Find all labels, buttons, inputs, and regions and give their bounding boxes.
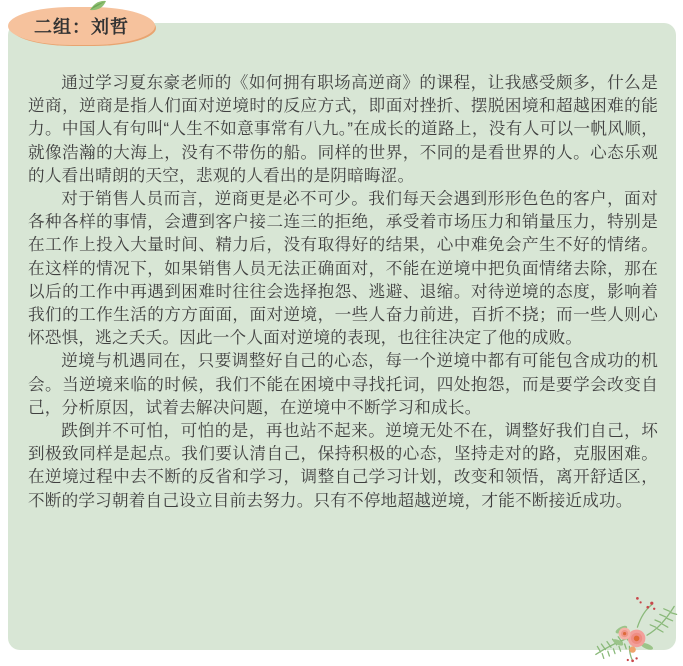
- group-author-badge: [8, 7, 155, 45]
- paragraph-2: 对于销售人员而言，逆商更是必不可少。我们每天会遇到形形色色的客户，面对各种各样的事情，会遭到客户接二连三的拒绝，承受着市场压力和销量压力，特别是在工作上投入大量时间、精力后，没有取得好的结果，心中难免会产生不好的情绪。在这样的情况下，如果销售人员无法正确面对，不能在逆境中把负面情绪去除，那在以后的工作中再遇到困难时往往会选择抱怨、逃避、退缩。对待逆境的态度，影响着我们的工作生活的方方面面，面对逆境，一些人奋力前进，百折不挠；而一些人则心怀恐惧，逃之夭夭。因此一个人面对逆境的表现，也往往决定了他的成败。: [28, 189, 658, 348]
- content-panel: [8, 23, 676, 650]
- paragraph-3: 逆境与机遇同在，只要调整好自己的心态，每一个逆境中都有可能包含成功的机会。当逆境来临的时候，我们不能在困境中寻找托词，四处抱怨，而是要学会改变自己，分析原因，试着去解决问题，在逆境中不断学习和成长。: [28, 351, 658, 417]
- paragraph-1: 通过学习夏东豪老师的《如何拥有职场高逆商》的课程，让我感受颇多，什么是逆商，逆商是指人们面对逆境时的反应方式，即面对挫折、摆脱困境和超越困难的能力。中国人有句叫“人生不如意事常有八九。”在成长的道路上，没有人可以一帆风顺，就像浩瀚的大海上，没有不带伤的船。同样的世界，不同的是看世界的人。心态乐观的人看出晴朗的天空，悲观的人看出的是阴暗晦涩。: [28, 73, 658, 185]
- paragraph-4: 跌倒并不可怕，可怕的是，再也站不起来。逆境无处不在，调整好我们自己，坏到极致同样是起点。我们要认清自己，保持积极的心态，坚持走对的路，克服困难。在逆境过程中去不断的反省和学习，调整自己学习计划，改变和领悟，离开舒适区，不断的学习朝着自己设立目前去努力。只有不停地超越逆境，才能不断接近成功。: [28, 421, 658, 510]
- leaf-icon: [88, 0, 114, 13]
- badge-label: 二组：刘哲: [34, 17, 129, 37]
